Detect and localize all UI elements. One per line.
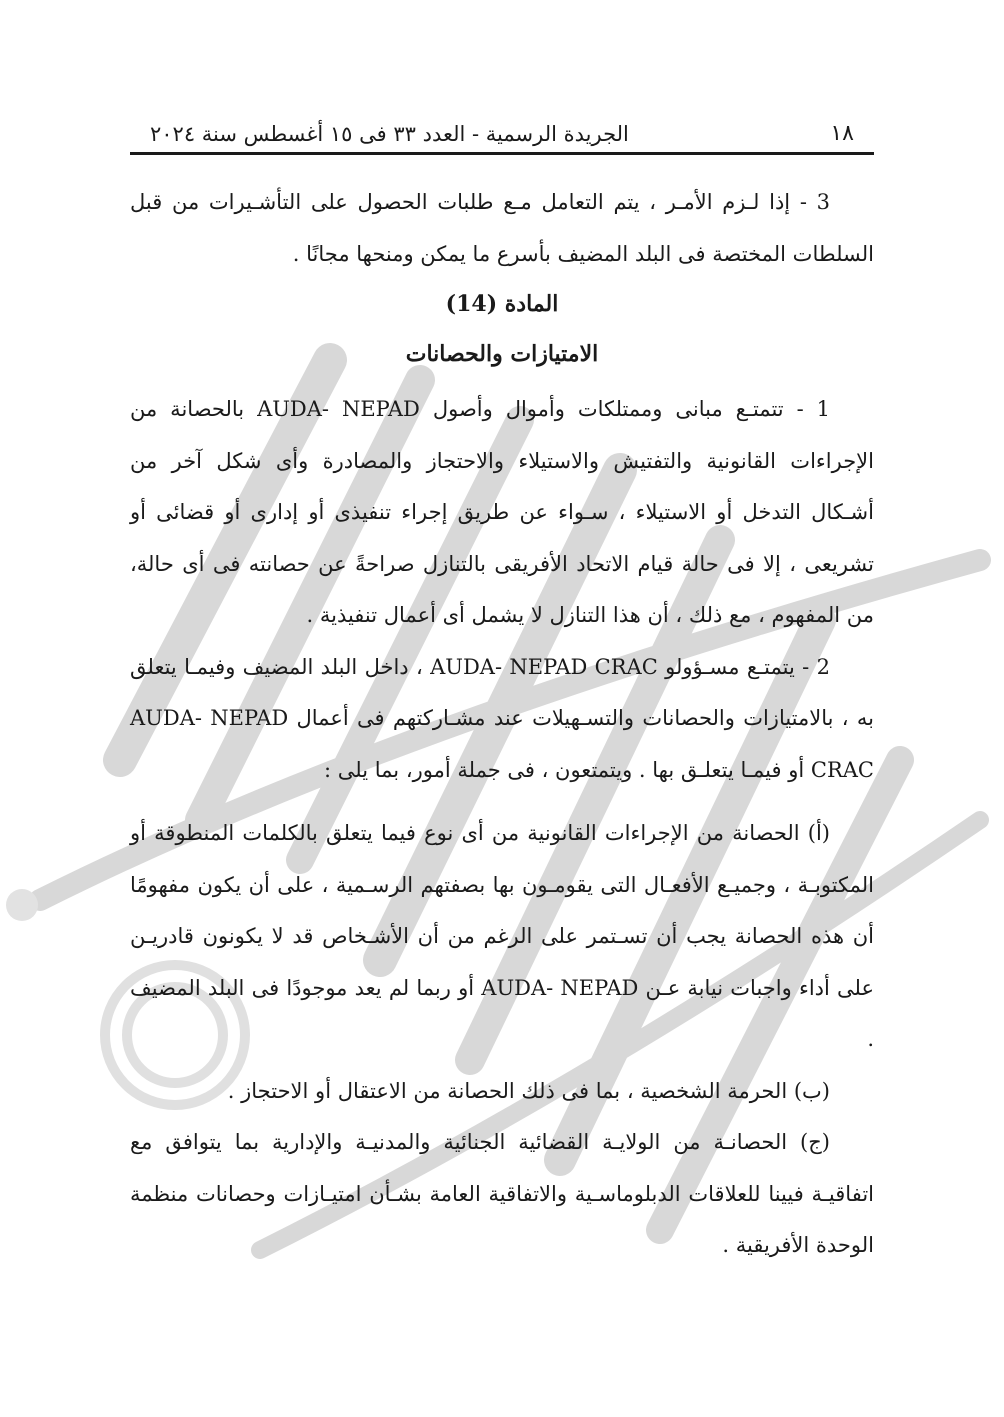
article-heading: المادة (14) xyxy=(445,291,559,317)
paragraph-clause-1: 1 - تتمتـع مبانى وممتلكات وأموال وأصول AUDA- NEPAD بالحصانة من الإجراءات القانونية والتفتيش والاستيلاء والاحتجاز والمصادرة وأى شكل آخر من أشـكال التدخل أو الاستيلاء ، سـواء عن طريق إجراء تنفيذى أو إدارى أو قضائى أو تشريعى ، إلا فى حالة قيام الاتحاد الأفريقى بالتنازل صراحةً عن حصانته فى أى حالة، من المفهوم ، مع ذلك ، أن هذا التنازل لا يشمل أى أعمال تنفيذية . xyxy=(130,397,874,627)
page-header xyxy=(130,110,874,155)
paragraph-clause-2: 2 - يتمتـع مسـؤولو AUDA- NEPAD CRAC ، داخل البلد المضيف وفيمـا يتعلق به ، بالامتيازات والحصانات والتسـهيلات عند مشـاركتهم فى أعمال AUDA- NEPAD CRAC أو فيمـا يتعلـق بها . ويتمتعون ، فى جملة أمور، بما يلى : xyxy=(130,654,875,782)
document-body xyxy=(130,177,874,1272)
paragraph-clause-3: 3 - إذا لـزم الأمـر ، يتم التعامل مـع طلبات الحصول على التأشـيرات من قبل السلطات المختصة فى البلد المضيف بأسرع ما يمكن ومنحها مجانًا . xyxy=(130,190,874,266)
gazette-header-title: الجريدة الرسمية - العدد ٣٣ فى ١٥ أغسطس سنة ٢٠٢٤ xyxy=(150,122,629,146)
document-page xyxy=(130,110,874,1272)
section-heading: الامتيازات والحصانات xyxy=(405,341,599,367)
paragraph-item-a: (أ) الحصانة من الإجراءات القانونية من أى نوع فيما يتعلق بالكلمات المنطوقة أو المكتوبـة ، وجميـع الأفعـال التى يقومـون بها بصفتهم الرسـمية ، على أن يكون مفهومًا أن هذه الحصانة يجب أن تسـتمر على الرغم من أن الأشـخاص قد لا يكونون قادريـن على أداء واجبات نيابة عـن AUDA- NEPAD أو ربما لم يعد موجودًا فى البلد المضيف . xyxy=(130,821,875,1051)
paragraph-item-b: (ب) الحرمة الشخصية ، بما فى ذلك الحصانة من الاعتقال أو الاحتجاز . xyxy=(227,1078,830,1103)
paragraph-item-c: (ج) الحصانـة من الولايـة القضائية الجنائية والمدنيـة والإدارية بما يتوافق مع اتفاقيـة فيينا للعلاقات الدبلوماسـية والاتفاقية العامة بشـأن امتيـازات وحصانات منظمة الوحدة الأفريقية . xyxy=(130,1130,874,1257)
page-number: ١٨ xyxy=(830,121,854,146)
spacer xyxy=(130,796,874,808)
